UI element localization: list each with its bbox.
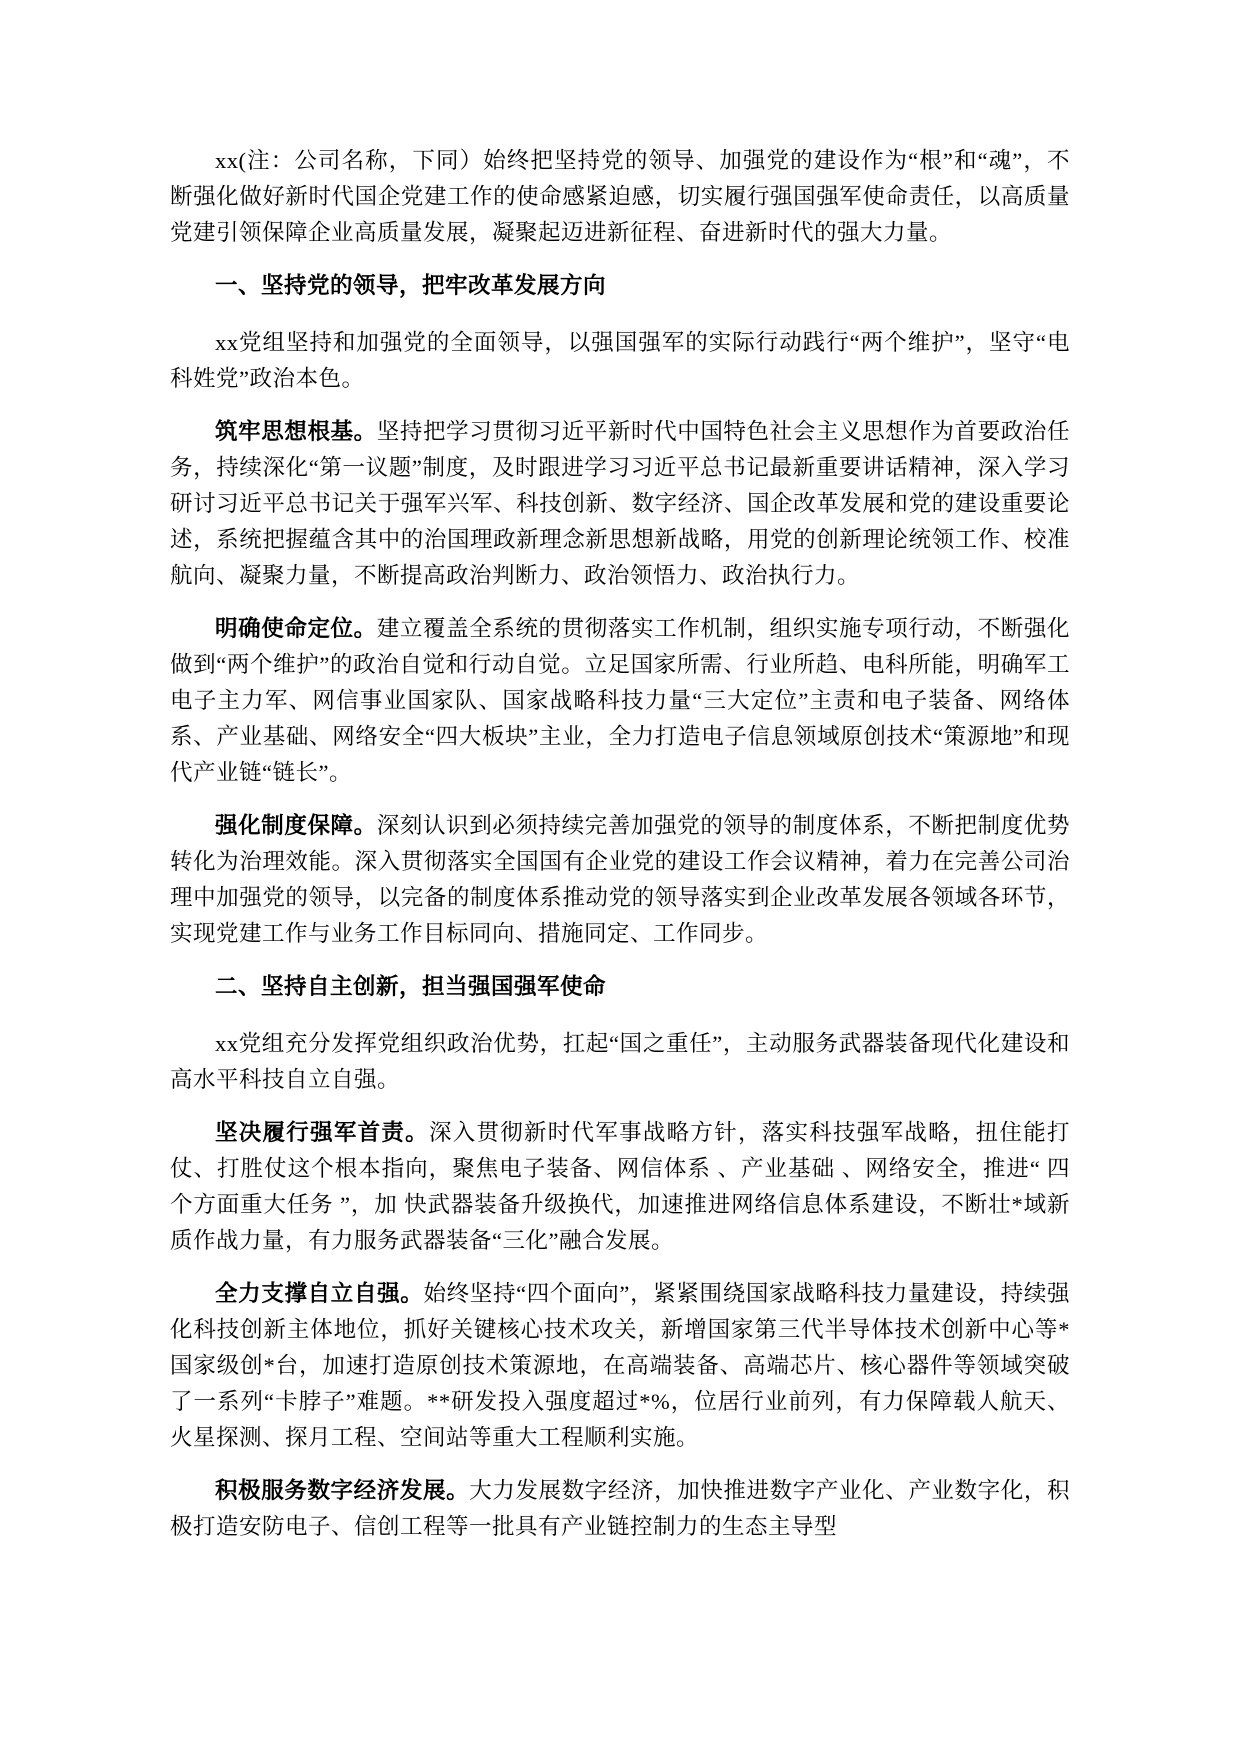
paragraph-lead: 积极服务数字经济发展。: [215, 1478, 470, 1503]
document-body: [170, 143, 1070, 1545]
paragraph-text: 深入贯彻新时代军事战略方针，落实科技强军战略，扭住能打仗、打胜仗这个根本指向，聚焦电子装备、网信体系 、产业基础 、网络安全，推进“ 四个方面重大任务 ”，加 快武器装备升级换代，加速推进网络信息体系建设，不断壮*域新质作战力量，有力服务武器装备“三化”融合发展。: [170, 1120, 1070, 1253]
section-heading: 二、坚持自主创新，担当强国强军使命: [215, 974, 607, 999]
paragraph-text: 建立覆盖全系统的贯彻落实工作机制，组织实施专项行动，不断强化做到“两个维护”的政治自觉和行动自觉。立足国家所需、行业所趋、电科所能，明确军工电子主力军、网信事业国家队、国家战略科技力量“三大定位”主责和电子装备、网络体系、产业基础、网络安全“四大板块”主业，全力打造电子信息领域原创技术“策源地”和现代产业链“链长”。: [170, 616, 1070, 785]
paragraph: xx党组坚持和加强党的全面领导，以强国强军的实际行动践行“两个维护”，坚守“电科姓党”政治本色。: [170, 330, 1070, 391]
paragraph-text: 大力发展数字经济，加快推进数字产业化、产业数字化，积极打造安防电子、信创工程等一批具有产业链控制力的生态主导型: [170, 1478, 1070, 1539]
paragraph-lead: 筑牢思想根基。: [215, 419, 377, 444]
paragraph: [170, 611, 1070, 791]
paragraph-text: 始终坚持“四个面向”，紧紧围绕国家战略科技力量建设，持续强化科技创新主体地位，抓好关键核心技术攻关，新增国家第三代半导体技术创新中心等*国家级创*台，加速打造原创技术策源地，在高端装备、高端芯片、核心器件等领域突破了一系列“卡脖子”难题。**研发投入强度超过*%，位居行业前列，有力保障载人航天、火星探测、探月工程、空间站等重大工程顺利实施。: [170, 1281, 1070, 1450]
paragraph-text: 深刻认识到必须持续完善加强党的领导的制度体系，不断把制度优势转化为治理效能。深入贯彻落实全国国有企业党的建设工作会议精神，着力在完善公司治理中加强党的领导，以完备的制度体系推动党的领导落实到企业改革发展各领域各环节，实现党建工作与业务工作目标同向、措施同定、工作同步。: [170, 813, 1070, 946]
paragraph-lead: 明确使命定位。: [215, 616, 377, 641]
paragraph: [170, 808, 1070, 952]
paragraph-lead: 强化制度保障。: [215, 813, 377, 838]
paragraph-text: 坚持把学习贯彻习近平新时代中国特色社会主义思想作为首要政治任务，持续深化“第一议题”制度，及时跟进学习习近平总书记最新重要讲话精神，深入学习研讨习近平总书记关于强军兴军、科技创新、数字经济、国企改革发展和党的建设重要论述，系统把握蕴含其中的治国理政新理念新思想新战略，用党的创新理论统领工作、校准航向、凝聚力量，不断提高政治判断力、政治领悟力、政治执行力。: [170, 419, 1070, 588]
paragraph: [170, 1276, 1070, 1456]
paragraph: [170, 1473, 1070, 1545]
paragraph: [170, 1115, 1070, 1259]
section-heading: 一、坚持党的领导，把牢改革发展方向: [215, 273, 607, 298]
paragraph-lead: 全力支撑自立自强。: [215, 1281, 424, 1306]
paragraph-lead: 坚决履行强军首责。: [215, 1120, 429, 1145]
paragraph: xx党组充分发挥党组织政治优势，扛起“国之重任”，主动服务武器装备现代化建设和高水平科技自立自强。: [170, 1031, 1070, 1092]
paragraph: xx(注：公司名称，下同）始终把坚持党的领导、加强党的建设作为“根”和“魂”，不断强化做好新时代国企党建工作的使命感紧迫感，切实履行强国强军使命责任，以高质量党建引领保障企业高质量发展，凝聚起迈进新征程、奋进新时代的强大力量。: [170, 148, 1070, 245]
paragraph: [170, 414, 1070, 594]
